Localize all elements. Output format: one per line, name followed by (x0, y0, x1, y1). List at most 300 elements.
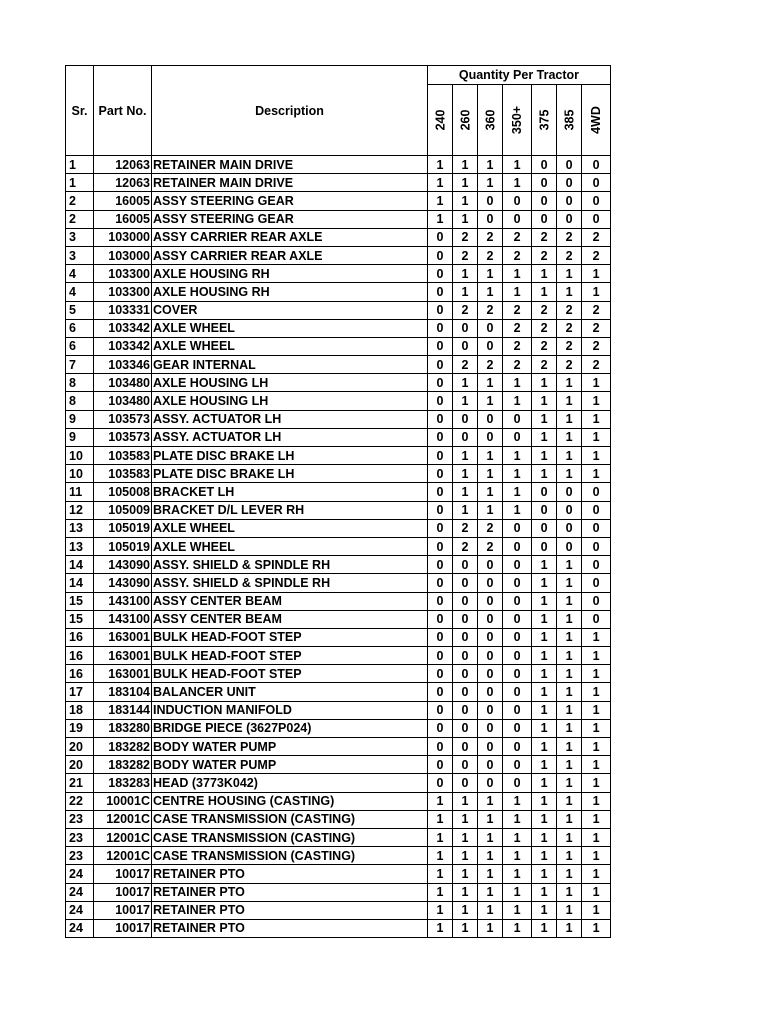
description-cell: CASE TRANSMISSION (CASTING) (152, 810, 428, 828)
quantity-cell: 1 (557, 410, 582, 428)
quantity-cell: 0 (428, 592, 453, 610)
sr-cell: 23 (66, 810, 94, 828)
quantity-cell: 1 (478, 883, 503, 901)
quantity-cell: 2 (453, 519, 478, 537)
quantity-cell: 0 (453, 683, 478, 701)
description-cell: ASSY. ACTUATOR LH (152, 410, 428, 428)
quantity-cell: 1 (532, 719, 557, 737)
table-row (66, 883, 611, 901)
quantity-cell: 1 (478, 865, 503, 883)
table-row (66, 701, 611, 719)
quantity-cell: 0 (503, 701, 532, 719)
description-cell: ASSY CARRIER REAR AXLE (152, 228, 428, 246)
sr-cell: 20 (66, 756, 94, 774)
quantity-cell: 2 (453, 301, 478, 319)
quantity-cell: 0 (453, 592, 478, 610)
quantity-cell: 1 (428, 865, 453, 883)
quantity-cell: 2 (453, 228, 478, 246)
sr-cell: 3 (66, 246, 94, 264)
quantity-cell: 1 (582, 665, 611, 683)
quantity-cell: 1 (503, 919, 532, 937)
table-row (66, 847, 611, 865)
quantity-cell: 1 (478, 847, 503, 865)
quantity-cell: 0 (582, 483, 611, 501)
quantity-cell: 1 (557, 556, 582, 574)
quantity-cell: 1 (532, 774, 557, 792)
table-row (66, 374, 611, 392)
table-row (66, 919, 611, 937)
sr-cell: 23 (66, 847, 94, 865)
quantity-cell: 1 (428, 901, 453, 919)
table-row (66, 410, 611, 428)
header-quantity-per-tractor: Quantity Per Tractor (428, 66, 611, 85)
description-cell: BRACKET D/L LEVER RH (152, 501, 428, 519)
quantity-cell: 0 (503, 574, 532, 592)
quantity-cell: 1 (582, 392, 611, 410)
table-row (66, 246, 611, 264)
quantity-cell: 2 (557, 301, 582, 319)
table-row (66, 683, 611, 701)
quantity-cell: 2 (478, 356, 503, 374)
quantity-cell: 0 (478, 610, 503, 628)
quantity-cell: 1 (582, 810, 611, 828)
quantity-cell: 0 (428, 337, 453, 355)
quantity-cell: 1 (428, 210, 453, 228)
sr-cell: 16 (66, 665, 94, 683)
quantity-cell: 0 (428, 574, 453, 592)
quantity-cell: 1 (453, 483, 478, 501)
quantity-cell: 1 (557, 392, 582, 410)
quantity-cell: 1 (557, 828, 582, 846)
description-cell: PLATE DISC BRAKE LH (152, 465, 428, 483)
quantity-cell: 0 (428, 483, 453, 501)
quantity-cell: 0 (453, 428, 478, 446)
sr-cell: 21 (66, 774, 94, 792)
quantity-cell: 0 (478, 556, 503, 574)
quantity-cell: 1 (557, 738, 582, 756)
part-no-cell: 103331 (94, 301, 152, 319)
table-row (66, 501, 611, 519)
quantity-cell: 1 (503, 283, 532, 301)
quantity-cell: 0 (453, 756, 478, 774)
quantity-cell: 0 (478, 647, 503, 665)
sr-cell: 16 (66, 647, 94, 665)
table-row (66, 810, 611, 828)
description-cell: RETAINER PTO (152, 865, 428, 883)
quantity-cell: 1 (453, 392, 478, 410)
header-part-no: Part No. (94, 66, 152, 156)
table-row (66, 192, 611, 210)
quantity-cell: 0 (503, 774, 532, 792)
sr-cell: 9 (66, 428, 94, 446)
quantity-cell: 1 (557, 374, 582, 392)
quantity-cell: 2 (503, 319, 532, 337)
quantity-cell: 2 (582, 337, 611, 355)
sr-cell: 23 (66, 828, 94, 846)
quantity-cell: 1 (582, 719, 611, 737)
quantity-cell: 1 (532, 628, 557, 646)
sr-cell: 17 (66, 683, 94, 701)
description-cell: BODY WATER PUMP (152, 738, 428, 756)
table-row (66, 174, 611, 192)
table-row (66, 283, 611, 301)
quantity-cell: 1 (557, 465, 582, 483)
sr-cell: 10 (66, 447, 94, 465)
sr-cell: 2 (66, 210, 94, 228)
sr-cell: 13 (66, 537, 94, 555)
quantity-cell: 1 (582, 410, 611, 428)
quantity-cell: 2 (582, 356, 611, 374)
quantity-cell: 0 (582, 610, 611, 628)
quantity-cell: 1 (478, 374, 503, 392)
quantity-cell: 0 (428, 501, 453, 519)
quantity-cell: 1 (478, 828, 503, 846)
part-no-cell: 105009 (94, 501, 152, 519)
quantity-cell: 0 (453, 701, 478, 719)
header-sr: Sr. (66, 66, 94, 156)
quantity-cell: 1 (503, 847, 532, 865)
quantity-cell: 0 (478, 410, 503, 428)
quantity-cell: 0 (453, 337, 478, 355)
part-no-cell: 183282 (94, 756, 152, 774)
quantity-cell: 1 (478, 501, 503, 519)
description-cell: RETAINER PTO (152, 901, 428, 919)
quantity-cell: 1 (503, 828, 532, 846)
quantity-cell: 1 (557, 774, 582, 792)
part-no-cell: 143100 (94, 592, 152, 610)
quantity-cell: 1 (478, 447, 503, 465)
model-label: 260 (457, 109, 472, 131)
table-row (66, 738, 611, 756)
quantity-cell: 1 (453, 919, 478, 937)
table-row (66, 756, 611, 774)
description-cell: CASE TRANSMISSION (CASTING) (152, 828, 428, 846)
quantity-cell: 0 (557, 483, 582, 501)
quantity-cell: 1 (453, 901, 478, 919)
quantity-cell: 0 (503, 683, 532, 701)
quantity-cell: 0 (428, 356, 453, 374)
description-cell: AXLE HOUSING RH (152, 265, 428, 283)
quantity-cell: 1 (428, 192, 453, 210)
part-no-cell: 12001C (94, 810, 152, 828)
table-row (66, 774, 611, 792)
part-no-cell: 12063 (94, 156, 152, 174)
part-no-cell: 183283 (94, 774, 152, 792)
quantity-cell: 0 (503, 556, 532, 574)
table-row (66, 628, 611, 646)
quantity-cell: 0 (453, 647, 478, 665)
quantity-cell: 2 (532, 246, 557, 264)
quantity-cell: 0 (478, 719, 503, 737)
quantity-cell: 0 (428, 392, 453, 410)
part-no-cell: 163001 (94, 647, 152, 665)
quantity-cell: 1 (532, 647, 557, 665)
quantity-cell: 0 (478, 665, 503, 683)
part-no-cell: 10017 (94, 883, 152, 901)
table-row (66, 665, 611, 683)
table-row (66, 156, 611, 174)
part-no-cell: 143090 (94, 574, 152, 592)
quantity-cell: 0 (453, 556, 478, 574)
table-row (66, 574, 611, 592)
quantity-cell: 0 (557, 174, 582, 192)
quantity-cell: 1 (453, 265, 478, 283)
quantity-cell: 1 (582, 774, 611, 792)
sr-cell: 6 (66, 337, 94, 355)
quantity-cell: 1 (453, 156, 478, 174)
description-cell: AXLE WHEEL (152, 537, 428, 555)
part-no-cell: 103480 (94, 374, 152, 392)
header-model-360 (478, 85, 503, 156)
quantity-cell: 1 (453, 210, 478, 228)
table-row (66, 719, 611, 737)
part-no-cell: 183144 (94, 701, 152, 719)
table-row (66, 901, 611, 919)
quantity-cell: 0 (503, 592, 532, 610)
quantity-cell: 1 (478, 483, 503, 501)
part-no-cell: 183104 (94, 683, 152, 701)
quantity-cell: 1 (557, 901, 582, 919)
part-no-cell: 10017 (94, 865, 152, 883)
part-no-cell: 10017 (94, 901, 152, 919)
quantity-cell: 0 (503, 519, 532, 537)
quantity-cell: 1 (478, 810, 503, 828)
part-no-cell: 103300 (94, 283, 152, 301)
part-no-cell: 163001 (94, 628, 152, 646)
quantity-cell: 1 (582, 756, 611, 774)
quantity-cell: 1 (557, 847, 582, 865)
description-cell: BALANCER UNIT (152, 683, 428, 701)
quantity-cell: 1 (478, 919, 503, 937)
sr-cell: 1 (66, 156, 94, 174)
quantity-cell: 1 (532, 665, 557, 683)
table-row (66, 301, 611, 319)
part-no-cell: 103342 (94, 319, 152, 337)
description-cell: CASE TRANSMISSION (CASTING) (152, 847, 428, 865)
quantity-cell: 1 (478, 283, 503, 301)
description-cell: AXLE HOUSING LH (152, 374, 428, 392)
part-no-cell: 143090 (94, 556, 152, 574)
model-label: 360 (482, 109, 497, 131)
quantity-cell: 1 (582, 265, 611, 283)
quantity-cell: 0 (428, 647, 453, 665)
quantity-cell: 1 (453, 847, 478, 865)
sr-cell: 14 (66, 556, 94, 574)
quantity-cell: 2 (557, 228, 582, 246)
description-cell: ASSY STEERING GEAR (152, 210, 428, 228)
table-row (66, 210, 611, 228)
quantity-cell: 0 (557, 192, 582, 210)
quantity-cell: 2 (453, 537, 478, 555)
quantity-cell: 0 (478, 210, 503, 228)
description-cell: RETAINER MAIN DRIVE (152, 174, 428, 192)
sr-cell: 2 (66, 192, 94, 210)
quantity-cell: 1 (453, 283, 478, 301)
quantity-cell: 0 (478, 756, 503, 774)
description-cell: AXLE WHEEL (152, 337, 428, 355)
quantity-cell: 1 (582, 283, 611, 301)
quantity-cell: 0 (453, 738, 478, 756)
quantity-cell: 1 (532, 865, 557, 883)
quantity-cell: 1 (582, 865, 611, 883)
quantity-cell: 0 (503, 537, 532, 555)
quantity-cell: 0 (557, 210, 582, 228)
quantity-cell: 1 (503, 483, 532, 501)
quantity-cell: 0 (428, 556, 453, 574)
quantity-cell: 1 (532, 447, 557, 465)
quantity-cell: 1 (478, 392, 503, 410)
part-no-cell: 12001C (94, 847, 152, 865)
table-row (66, 592, 611, 610)
description-cell: AXLE HOUSING LH (152, 392, 428, 410)
quantity-cell: 1 (557, 428, 582, 446)
quantity-cell: 1 (478, 174, 503, 192)
quantity-cell: 0 (532, 537, 557, 555)
quantity-cell: 1 (532, 810, 557, 828)
quantity-cell: 0 (557, 537, 582, 555)
quantity-cell: 1 (532, 392, 557, 410)
quantity-cell: 0 (532, 210, 557, 228)
quantity-cell: 1 (478, 156, 503, 174)
table-row (66, 465, 611, 483)
quantity-cell: 1 (582, 647, 611, 665)
sr-cell: 24 (66, 865, 94, 883)
sr-cell: 11 (66, 483, 94, 501)
quantity-cell: 0 (428, 738, 453, 756)
table-row (66, 556, 611, 574)
quantity-cell: 0 (503, 192, 532, 210)
quantity-cell: 0 (428, 283, 453, 301)
description-cell: ASSY. SHIELD & SPINDLE RH (152, 556, 428, 574)
quantity-cell: 0 (557, 519, 582, 537)
quantity-cell: 2 (532, 356, 557, 374)
quantity-cell: 1 (503, 901, 532, 919)
quantity-cell: 2 (557, 246, 582, 264)
model-label: 350+ (510, 105, 525, 135)
quantity-cell: 2 (478, 301, 503, 319)
quantity-cell: 1 (582, 847, 611, 865)
description-cell: AXLE HOUSING RH (152, 283, 428, 301)
quantity-cell: 0 (503, 647, 532, 665)
quantity-cell: 0 (453, 628, 478, 646)
quantity-cell: 1 (503, 792, 532, 810)
description-cell: RETAINER PTO (152, 883, 428, 901)
sr-cell: 10 (66, 465, 94, 483)
quantity-cell: 0 (503, 210, 532, 228)
quantity-cell: 1 (453, 447, 478, 465)
table-body (66, 156, 611, 938)
quantity-cell: 1 (503, 810, 532, 828)
quantity-cell: 1 (453, 192, 478, 210)
quantity-cell: 0 (428, 301, 453, 319)
quantity-cell: 0 (453, 410, 478, 428)
part-no-cell: 12001C (94, 828, 152, 846)
quantity-cell: 1 (582, 901, 611, 919)
quantity-cell: 0 (428, 519, 453, 537)
quantity-cell: 2 (503, 228, 532, 246)
quantity-cell: 1 (557, 919, 582, 937)
quantity-cell: 1 (582, 919, 611, 937)
sr-cell: 9 (66, 410, 94, 428)
quantity-cell: 1 (557, 865, 582, 883)
quantity-cell: 0 (453, 774, 478, 792)
part-no-cell: 103342 (94, 337, 152, 355)
quantity-cell: 2 (582, 228, 611, 246)
quantity-cell: 0 (478, 774, 503, 792)
part-no-cell: 183282 (94, 738, 152, 756)
quantity-cell: 1 (503, 392, 532, 410)
sr-cell: 4 (66, 283, 94, 301)
quantity-cell: 0 (582, 592, 611, 610)
quantity-cell: 0 (503, 410, 532, 428)
header-description: Description (152, 66, 428, 156)
quantity-cell: 1 (532, 701, 557, 719)
part-no-cell: 16005 (94, 192, 152, 210)
quantity-cell: 2 (503, 246, 532, 264)
model-label: 385 (562, 109, 577, 131)
quantity-cell: 1 (532, 574, 557, 592)
description-cell: PLATE DISC BRAKE LH (152, 447, 428, 465)
quantity-cell: 0 (582, 192, 611, 210)
quantity-cell: 0 (532, 156, 557, 174)
part-no-cell: 10001C (94, 792, 152, 810)
table-row (66, 265, 611, 283)
description-cell: AXLE WHEEL (152, 519, 428, 537)
part-no-cell: 103573 (94, 428, 152, 446)
quantity-cell: 0 (453, 719, 478, 737)
quantity-cell: 1 (532, 265, 557, 283)
description-cell: BODY WATER PUMP (152, 756, 428, 774)
quantity-cell: 1 (428, 828, 453, 846)
quantity-cell: 1 (532, 738, 557, 756)
quantity-cell: 0 (478, 428, 503, 446)
quantity-cell: 2 (453, 356, 478, 374)
part-no-cell: 103346 (94, 356, 152, 374)
quantity-cell: 1 (557, 665, 582, 683)
table-row (66, 537, 611, 555)
part-no-cell: 103583 (94, 447, 152, 465)
table-row (66, 356, 611, 374)
sr-cell: 16 (66, 628, 94, 646)
header-model-240 (428, 85, 453, 156)
table-row (66, 483, 611, 501)
model-label: 375 (537, 109, 552, 131)
sr-cell: 1 (66, 174, 94, 192)
part-no-cell: 103480 (94, 392, 152, 410)
quantity-cell: 0 (532, 192, 557, 210)
quantity-cell: 1 (532, 901, 557, 919)
table-row (66, 519, 611, 537)
quantity-cell: 1 (453, 501, 478, 519)
quantity-cell: 1 (503, 374, 532, 392)
quantity-cell: 0 (428, 374, 453, 392)
quantity-cell: 1 (532, 410, 557, 428)
sr-cell: 14 (66, 574, 94, 592)
sr-cell: 8 (66, 392, 94, 410)
quantity-cell: 1 (478, 265, 503, 283)
quantity-cell: 2 (532, 301, 557, 319)
quantity-cell: 0 (428, 719, 453, 737)
quantity-cell: 1 (428, 174, 453, 192)
parts-table (65, 65, 611, 938)
sr-cell: 24 (66, 919, 94, 937)
description-cell: ASSY. SHIELD & SPINDLE RH (152, 574, 428, 592)
sr-cell: 24 (66, 883, 94, 901)
quantity-cell: 1 (582, 628, 611, 646)
description-cell: ASSY CENTER BEAM (152, 610, 428, 628)
quantity-cell: 0 (582, 210, 611, 228)
part-no-cell: 103000 (94, 246, 152, 264)
